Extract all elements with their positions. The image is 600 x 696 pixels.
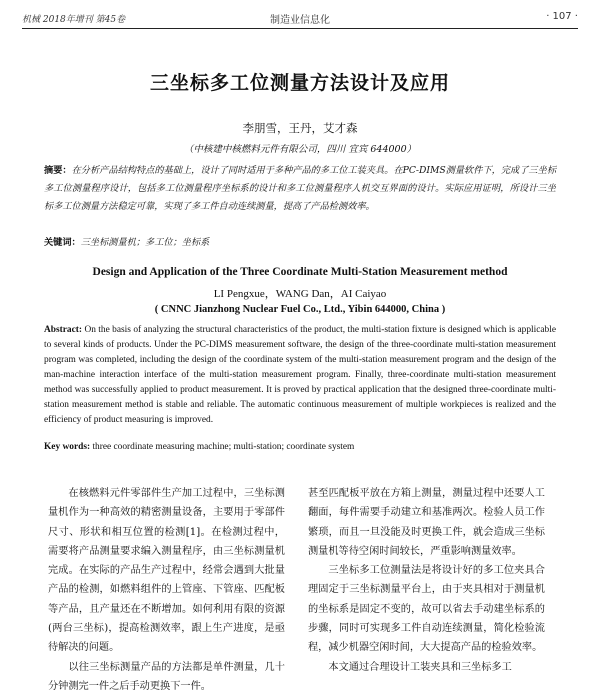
keywords-en (44, 442, 556, 452)
body-paragraph: 甚至匹配板平放在方箱上测量，测量过程中还要人工翻面，每件需要手动建立和基准两次。检验人员工作繁琐，而且一旦没能及时更换工件，就会造成三坐标测量机等待空闲时间较长，严重影响测量效率。 (308, 488, 545, 557)
abstract-en-label: Abstract: (44, 325, 83, 335)
abstract-cn-label: 摘要： (44, 165, 72, 176)
keywords-cn (44, 234, 556, 248)
body-left-column (48, 484, 285, 696)
abstract-cn-text: 在分析产品结构特点的基础上，设计了同时适用于多种产品的多工位工装夹具。在PC-DIMS测量软件下，完成了三坐标多工位测量程序设计，包括多工位测量程序坐标系的设计和多工位测量程序人机交互界面的设计。实际应用证明，所设计三坐标多工位测量方法稳定可靠，实现了多工件自动连续测量，提高了产品检测效率。 (44, 165, 557, 212)
affiliation-cn: （中核建中核燃料元件有限公司，四川 宜宾 644000） (183, 144, 417, 155)
authors-cn: 李朋雪，王丹，艾才森 (242, 121, 358, 135)
keywords-en-label: Key words: (44, 442, 91, 452)
body-paragraph: 在核燃料元件零部件生产加工过程中，三坐标测量机作为一种高效的精密测量设备，主要用于零部件尺寸、形状和相互位置的检测[1]。在检测过程中，需要将产品测量要求编入测量程序，由三坐标测量机完成。在实际的产品生产过程中，经常会遇到大批量产品的检测，如燃料组件的上管座、下管座、匹配板等产品，且产量还在不断增加。如何利用有限的资源(两台三坐标)，提高检测效率，跟上生产进度，是亟待解决的问题。 (48, 488, 285, 654)
abstract-en-text: On the basis of analyzing the structural characteristics of the product, the multi-station fixture is designed which is applicable to several kinds of products. Under the PC-DIMS measurement software, the design of the three-coordinate multi-station measurement program was completed, including the design of the coordinate system of the multi-station measurement program and the design of the man-machine interaction interface of the multi-station measurement program. Finally, three-coordinate multi-station measurement method was successfully applied to product measurement. It is proved by practical application that the designed three-coordinate multi-station measurement method is stable and reliable. The automatic continuous measurement of multiple workpieces is realized and the efficiency of product measuring is improved. (44, 325, 557, 425)
title-cn: 三坐标多工位测量方法设计及应用 (149, 72, 450, 94)
body-paragraph: 本文通过合理设计工装夹具和三坐标多工 (328, 661, 512, 673)
body-right-column (308, 484, 545, 677)
abstract-en (44, 323, 556, 428)
header-divider (22, 28, 578, 29)
body-paragraph: 以往三坐标测量产品的方法都是单件测量，几十分钟测完一件之后手动更换下一件。 (48, 661, 285, 692)
affiliation-en: ( CNNC Jianzhong Nuclear Fuel Co., Ltd., Yibin 644000, China ) (154, 304, 446, 315)
keywords-cn-text: 三坐标测量机；多工位；坐标系 (80, 237, 210, 248)
title-en: Design and Application of the Three Coordinate Multi-Station Measurement method (92, 266, 508, 278)
keywords-en-text: three coordinate measuring machine; multi-station; coordinate system (92, 442, 355, 452)
body-paragraph: 三坐标多工位测量法是将设计好的多工位夹具合理固定于三坐标测量平台上，由于夹具相对于测量机的坐标系是固定不变的，故可以省去手动建坐标系的步骤，同时可实现多工件自动连续测量，简化检验流程，减少机器空闲时间，大大提高产品的检验效率。 (308, 565, 545, 654)
authors-en: LI Pengxue，WANG Dan，AI Caiyao (213, 288, 387, 300)
abstract-cn (44, 162, 556, 216)
page-number: · 107 · (546, 11, 578, 22)
keywords-cn-label: 关键词： (44, 237, 81, 248)
section-name: 制造业信息化 (270, 15, 330, 26)
page-header (22, 8, 578, 26)
journal-name: 机械 2018年增刊 第45卷 (22, 15, 126, 25)
